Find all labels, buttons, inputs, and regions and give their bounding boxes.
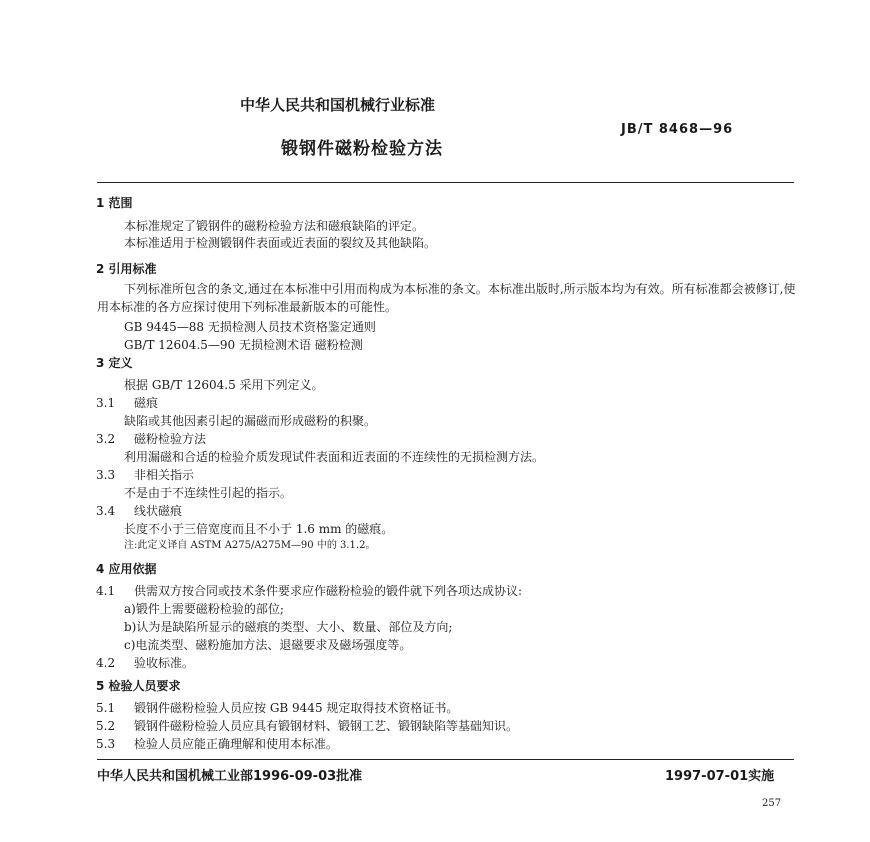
item-3-1-term: 磁痕 (134, 396, 159, 410)
item-5-1-text: 锻钢件磁粉检验人员应按 GB 9445 规定取得技术资格证书。 (134, 701, 459, 715)
implementation-date: 1997-07-01实施 (665, 769, 775, 784)
item-4-1-a: a)锻件上需要磁粉检验的部位; (124, 602, 284, 616)
item-3-2-text: 利用漏磁和合适的检验介质发现试件表面和近表面的不连续性的无损检测方法。 (124, 450, 545, 464)
item-4-2-text: 验收标准。 (134, 656, 195, 670)
item-5-2-number: 5.2 (96, 719, 116, 733)
footer-rule (97, 759, 794, 760)
standard-code: JB/T 8468—96 (621, 122, 734, 137)
section-1-line-1: 本标准规定了锻钢件的磁粉检验方法和磁痕缺陷的评定。 (124, 219, 425, 233)
item-3-4-term: 线状磁痕 (134, 504, 183, 518)
item-4-1-c: c)电流类型、磁粉施加方法、退磁要求及磁场强度等。 (124, 638, 412, 652)
item-3-1-text: 缺陷或其他因素引起的漏磁而形成磁粉的积聚。 (124, 414, 377, 428)
item-3-3-term: 非相关指示 (134, 468, 195, 482)
section-2-paragraph: 下列标准所包含的条文,通过在本标准中引用而构成为本标准的条文。本标准出版时,所示版本均为有效。所有标准都会被修订,使用本标准的各方应探讨使用下列标准最新版本的可能性。 (97, 282, 796, 314)
item-3-3-number: 3.3 (96, 468, 116, 482)
section-2-heading: 2 引用标准 (96, 262, 157, 276)
item-5-3-text: 检验人员应能正确理解和使用本标准。 (134, 737, 339, 751)
item-3-4-text: 长度不小于三倍宽度而且不小于 1.6 mm 的磁痕。 (124, 522, 394, 536)
section-1-heading: 1 范围 (96, 196, 133, 210)
item-3-2-term: 磁粉检验方法 (134, 432, 207, 446)
item-3-4-number: 3.4 (96, 504, 116, 518)
item-5-2-text: 锻钢件磁粉检验人员应具有锻钢材料、锻钢工艺、锻钢缺陷等基础知识。 (134, 719, 519, 733)
item-3-3-text: 不是由于不连续性引起的指示。 (124, 486, 293, 500)
item-4-1-text: 供需双方按合同或技术条件要求应作磁粉检验的锻件就下列各项达成协议: (134, 584, 523, 598)
section-5-heading: 5 检验人员要求 (96, 679, 181, 693)
header-rule (97, 182, 794, 183)
page-number: 257 (762, 798, 782, 809)
section-2-ref-2: GB/T 12604.5—90 无损检测术语 磁粉检测 (124, 338, 363, 352)
item-5-3-number: 5.3 (96, 737, 116, 751)
section-3-note: 注:此定义译自 ASTM A275/A275M—90 中的 3.1.2。 (124, 540, 376, 551)
organization-title: 中华人民共和国机械行业标准 (240, 96, 436, 114)
section-1-line-2: 本标准适用于检测锻钢件表面或近表面的裂纹及其他缺陷。 (124, 236, 437, 250)
document-title: 锻钢件磁粉检验方法 (281, 139, 443, 159)
section-3-intro: 根据 GB/T 12604.5 采用下列定义。 (124, 378, 324, 392)
section-4-heading: 4 应用依据 (96, 562, 157, 576)
section-3-heading: 3 定义 (96, 356, 133, 370)
item-4-1-number: 4.1 (96, 584, 116, 598)
approval-info: 中华人民共和国机械工业部1996-09-03批准 (97, 769, 363, 784)
item-4-2-number: 4.2 (96, 656, 116, 670)
item-3-1-number: 3.1 (96, 396, 116, 410)
item-4-1-b: b)认为是缺陷所显示的磁痕的类型、大小、数量、部位及方向; (124, 620, 453, 634)
item-5-1-number: 5.1 (96, 701, 116, 715)
section-2-ref-1: GB 9445—88 无损检测人员技术资格鉴定通则 (124, 320, 376, 334)
item-3-2-number: 3.2 (96, 432, 116, 446)
